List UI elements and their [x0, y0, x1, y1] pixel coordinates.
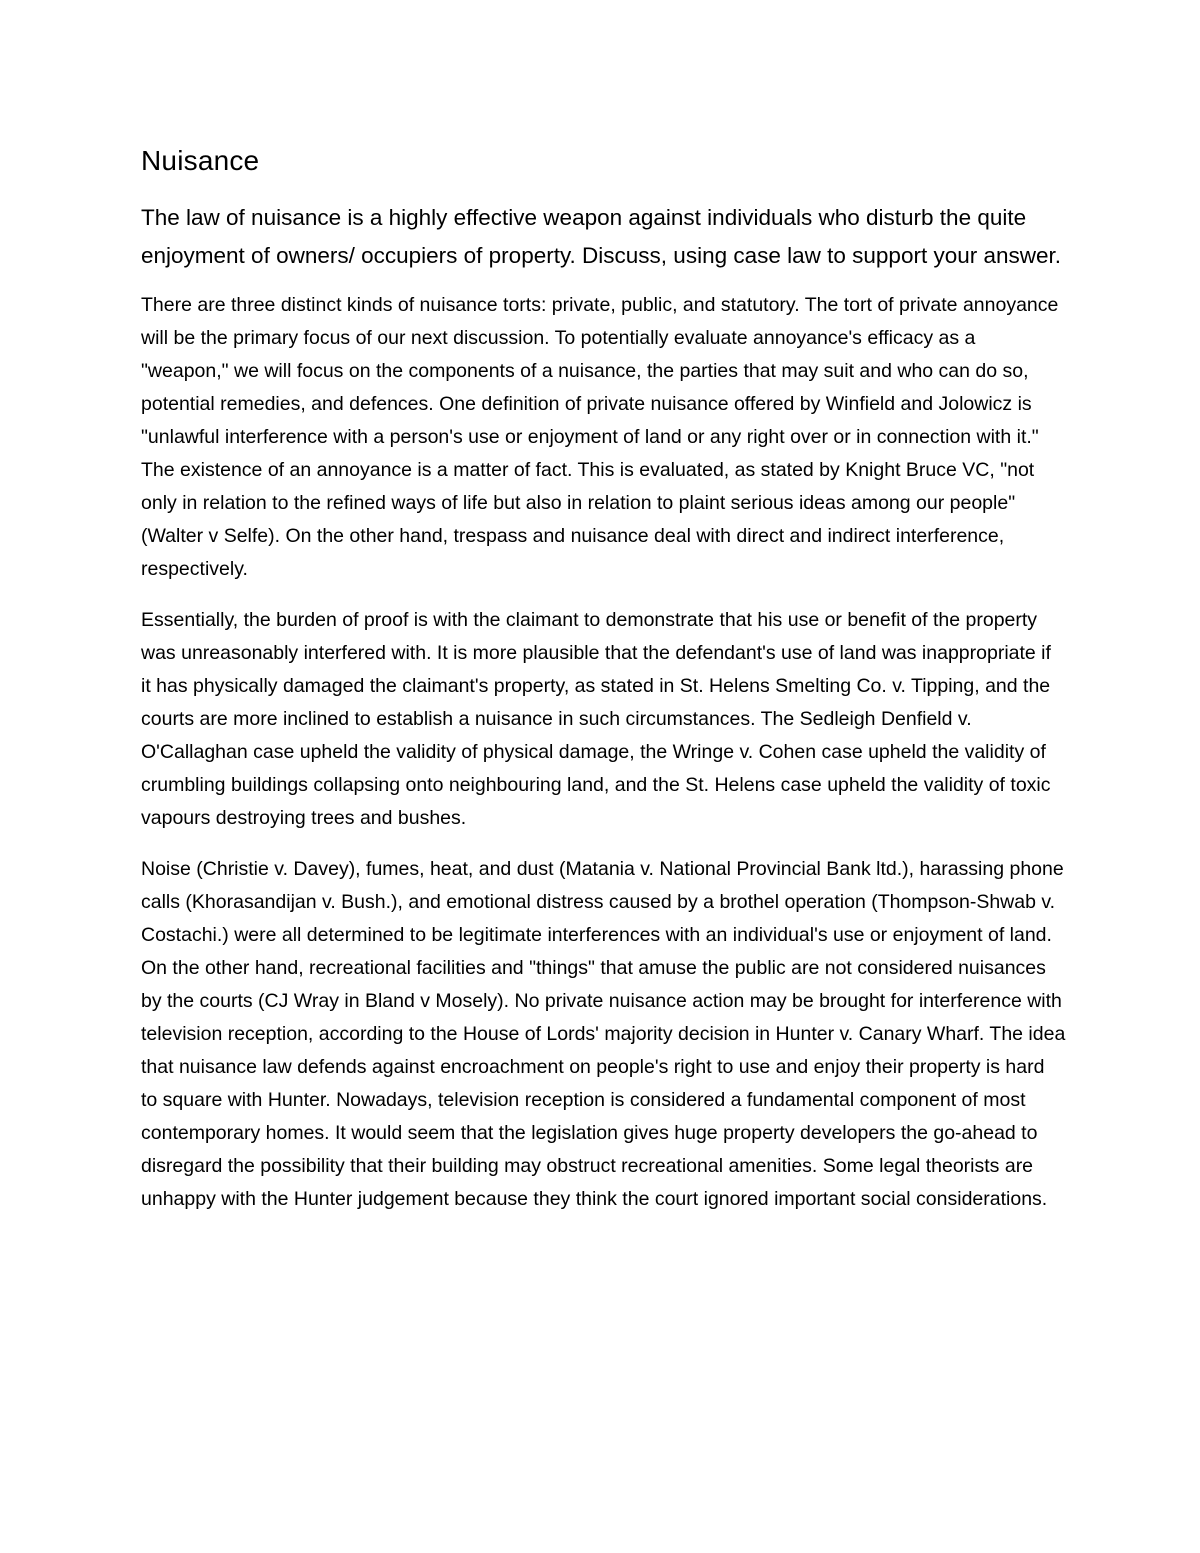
essay-question: The law of nuisance is a highly effective weapon against individuals who disturb the quite enjoyment of owners/ occupiers of property. Discuss, using case law to support your answer. [141, 205, 1062, 269]
body-paragraph-3: Noise (Christie v. Davey), fumes, heat, and dust (Matania v. National Provincial Bank ltd.), harassing phone calls (Khorasandijan v. Bush.), and emotional distress caused by a brothel operation (Thompson-Shwab v. Costachi.) were all determined to be legitimate interferences with an individual's use or enjoyment of land. On the other hand, recreational facilities and "things" that amuse the public are not considered nuisances by the courts (CJ Wray in Bland v Mosely). No private nuisance action may be brought for interference with television reception, according to the House of Lords' majority decision in Hunter v. Canary Wharf. The idea that nuisance law defends against encroachment on people's right to use and enjoy their property is hard to square with Hunter. Nowadays, television reception is considered a fundamental component of most contemporary homes. It would seem that the legislation gives huge property developers the go-ahead to disregard the possibility that their building may obstruct recreational amenities. Some legal theorists are unhappy with the Hunter judgement because they think the court ignored important social considerations. [141, 858, 1066, 1211]
body-paragraph-2: Essentially, the burden of proof is with the claimant to demonstrate that his use or benefit of the property was unreasonably interfered with. It is more plausible that the defendant's use of land was inappropriate if it has physically damaged the claimant's property, as stated in St. Helens Smelting Co. v. Tipping, and the courts are more inclined to establish a nuisance in such circumstances. The Sedleigh Denfield v. O'Callaghan case upheld the validity of physical damage, the Wringe v. Cohen case upheld the validity of crumbling buildings collapsing onto neighbouring land, and the St. Helens case upheld the validity of toxic vapours destroying trees and bushes. [141, 609, 1051, 830]
body-paragraph-1: There are three distinct kinds of nuisance torts: private, public, and statutory. The tort of private annoyance will be the primary focus of our next discussion. To potentially evaluate annoyance's efficacy as a "weapon," we will focus on the components of a nuisance, the parties that may suit and who can do so, potential remedies, and defences. One definition of private nuisance offered by Winfield and Jolowicz is "unlawful interference with a person's use or enjoyment of land or any right over or in connection with it." The existence of an annoyance is a matter of fact. This is evaluated, as stated by Knight Bruce VC, "not only in relation to the refined ways of life but also in relation to plaint serious ideas among our people" (Walter v Selfe). On the other hand, trespass and nuisance deal with direct and indirect interference, respectively. [141, 294, 1059, 581]
document-title: Nuisance [141, 145, 260, 176]
